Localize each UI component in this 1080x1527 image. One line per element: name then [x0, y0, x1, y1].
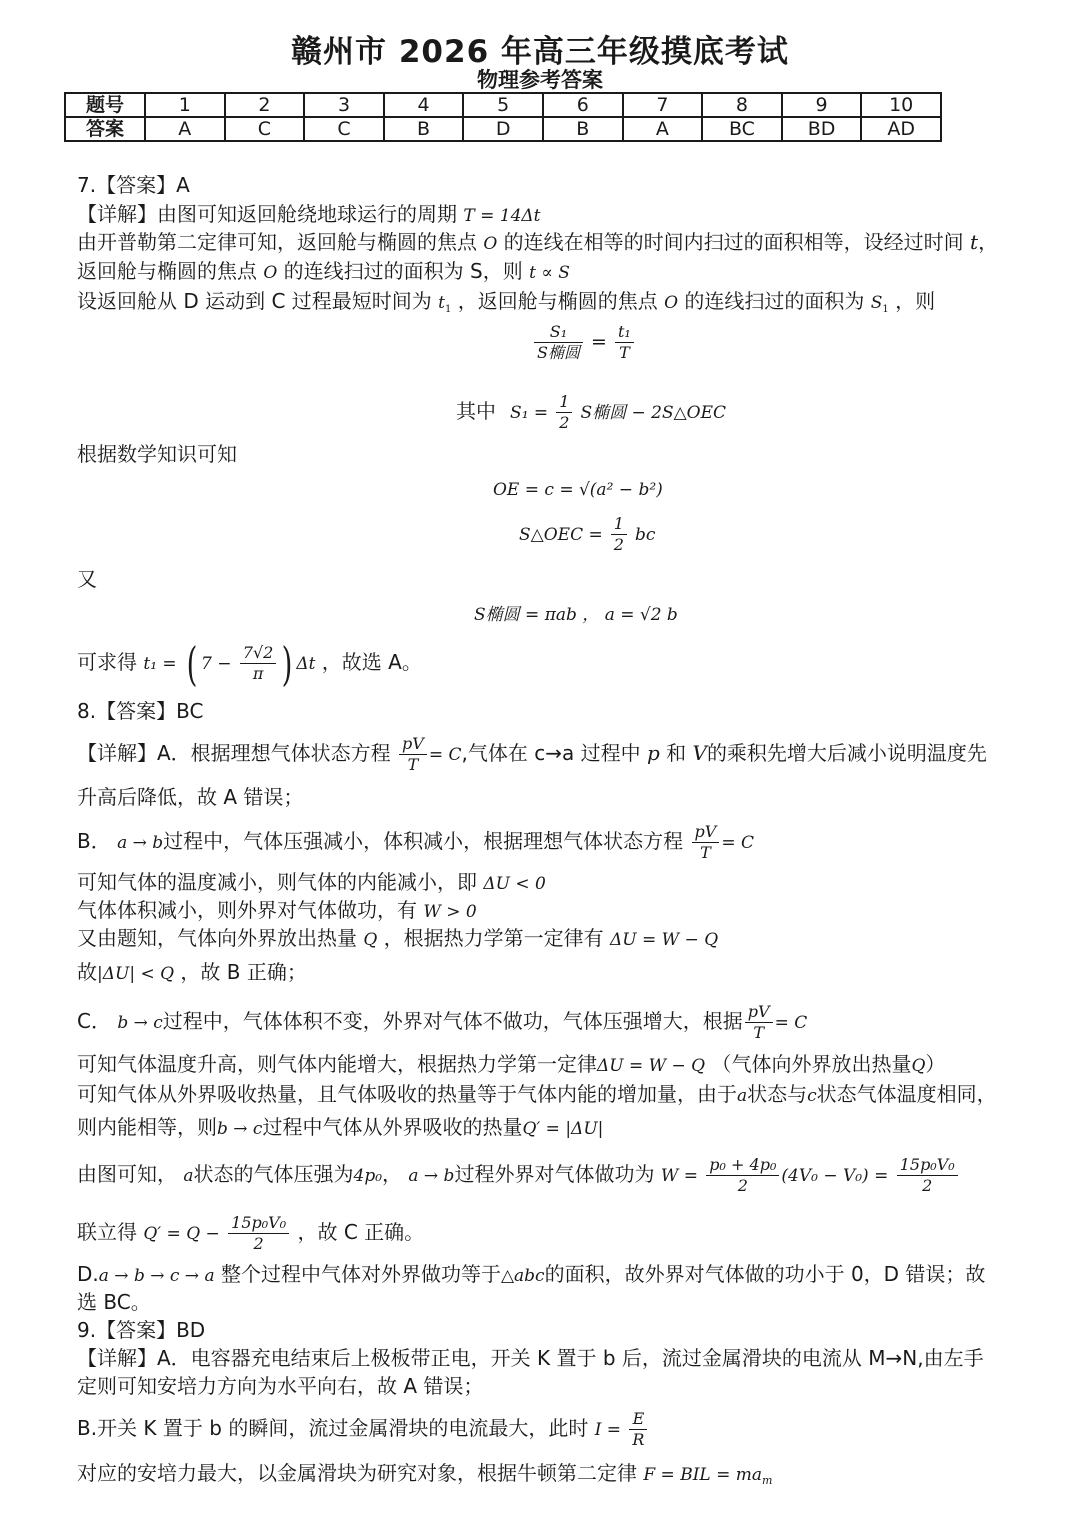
text: ，	[382, 1162, 403, 1186]
text: 可知气体温度升高，则气体内能增大，根据热力学第一定律	[77, 1052, 597, 1076]
q8-c-line6	[77, 1208, 424, 1258]
text: ，故 B 正确；	[180, 960, 307, 984]
row-label-answer: 答案	[65, 117, 145, 141]
symbol-V: V	[692, 741, 707, 765]
table-cell: 9	[782, 93, 862, 117]
text: 的连线扫过的面积为 S，则	[283, 259, 523, 283]
text: 状态气体温度相同，	[816, 1082, 997, 1106]
text: 过程中，气体压强减小，体积减小，根据理想气体状态方程	[163, 829, 684, 853]
table-cell: 7	[623, 93, 703, 117]
text: 状态的气体压强为	[193, 1162, 354, 1186]
text: 的面积，故外界对气体做的功小于 0，D 错误；故	[544, 1262, 986, 1286]
formula-process: a → b	[408, 1166, 455, 1186]
formula: ΔU < 0	[483, 874, 546, 894]
formula: Q′ = |ΔU|	[522, 1119, 604, 1139]
formula-part: bc	[635, 525, 656, 545]
q9-a-line1: 【详解】A．电容器充电结束后上极板带正电，开关 K 置于 b 后，流过金属滑块的电流从 M→N,由左手	[77, 1346, 984, 1370]
text: 状态与	[747, 1082, 808, 1106]
table-cell: 4	[384, 93, 464, 117]
text: ，根据热力学第一定律有	[383, 926, 604, 950]
table-cell: A	[145, 117, 225, 141]
fraction	[534, 322, 583, 363]
denominator: 2	[737, 1176, 748, 1195]
q7-detail-line	[77, 201, 541, 229]
text: 过程中气体从外界吸收的热量	[262, 1115, 523, 1139]
formula-part: = C	[721, 833, 754, 853]
formula-process: a → b	[117, 833, 164, 853]
text: ，故选 A。	[321, 650, 422, 674]
formula-part: 7 −	[200, 654, 232, 674]
right-paren: )	[281, 636, 293, 691]
q9-a-line2: 定则可知安培力方向为水平向右，故 A 错误；	[77, 1374, 484, 1398]
text: ，故 C 正确。	[297, 1220, 425, 1244]
q7-equation-ellipse	[474, 600, 678, 625]
q8-b-line4	[77, 925, 718, 953]
text: 可知气体从外界吸收热量，且气体吸收的热量等于气体内能的增加量，由于	[77, 1082, 737, 1106]
table-cell: 6	[543, 93, 623, 117]
formula-dt: Δt	[296, 654, 316, 674]
symbol-S1: $S_1$	[870, 293, 889, 315]
q8-heading: 8.【答案】BC	[77, 699, 204, 723]
symbol-O: O	[664, 293, 679, 313]
denominator: 2	[613, 535, 624, 554]
row-label-number: 题号	[65, 93, 145, 117]
text: 和	[666, 741, 687, 765]
text: ，	[978, 230, 999, 254]
q9-b-line1	[77, 1404, 649, 1454]
q7-equation-oe	[493, 478, 663, 500]
formula-part: S椭圆 − 2S△OEC	[580, 403, 727, 423]
denominator: π	[252, 664, 264, 683]
formula-process: b → c	[217, 1119, 263, 1139]
denominator: 2	[253, 1234, 264, 1253]
symbol-t: t	[438, 293, 445, 313]
formula-work: W =	[660, 1166, 698, 1186]
text: ）	[925, 1052, 946, 1076]
q7-area-line	[77, 258, 570, 286]
formula: W > 0	[423, 902, 477, 922]
q8-d-line1	[77, 1261, 985, 1289]
q8-b-line3	[77, 897, 477, 925]
symbol-S: S	[870, 293, 883, 313]
symbol-c: c	[807, 1086, 817, 1106]
table-cell: A	[623, 117, 703, 141]
text: 过程外界对气体做功为	[454, 1162, 655, 1186]
numerator: 15p₀V₀	[228, 1213, 289, 1234]
numerator: S₁	[534, 322, 583, 343]
table-cell: 8	[702, 93, 782, 117]
q7-time-line	[77, 288, 935, 323]
text: 可知气体的温度减小，则气体的内能减小，即	[77, 870, 477, 894]
denominator: S椭圆	[537, 343, 580, 362]
numerator: E	[629, 1409, 647, 1430]
table-cell: 2	[225, 93, 305, 117]
symbol-p: p	[646, 741, 660, 765]
q7-equation-triangle	[519, 514, 655, 555]
label-qizhong: 其中	[456, 399, 496, 423]
fraction	[240, 643, 277, 684]
text: 【详解】A．根据理想气体状态方程	[77, 741, 391, 765]
text: D.	[77, 1262, 99, 1286]
denominator: T	[700, 843, 711, 862]
fraction	[706, 1155, 779, 1196]
fraction	[745, 1002, 773, 1043]
fraction-half	[556, 392, 572, 433]
fraction	[629, 1409, 647, 1450]
symbol-Q: Q	[911, 1056, 926, 1076]
q9-b-line2	[77, 1460, 772, 1494]
q9-heading: 9.【答案】BD	[77, 1318, 206, 1342]
q8-c-line1	[77, 998, 807, 1046]
text: ，返回舱与椭圆的焦点	[457, 289, 658, 313]
fraction	[897, 1155, 958, 1196]
symbol-O: O	[483, 234, 498, 254]
table-cell: B	[384, 117, 464, 141]
formula-ellipse: S椭圆 = πab ， a = √2 b	[474, 605, 678, 625]
q8-c-line3	[77, 1081, 997, 1109]
table-cell: C	[304, 117, 384, 141]
formula-oe: OE = c = √(a² − b²)	[493, 480, 663, 500]
table-cell: BC	[702, 117, 782, 141]
text: ，则	[895, 289, 936, 313]
text: 由开普勒第二定律可知，返回舱与椭圆的焦点	[77, 230, 477, 254]
table-cell: 1	[145, 93, 225, 117]
page-title: 赣州市 2026 年高三年级摸底考试	[291, 34, 789, 70]
table-cell: BD	[782, 117, 862, 141]
text: 联立得	[77, 1220, 137, 1244]
text: 的连线扫过的面积为	[684, 289, 865, 313]
formula-part: = C	[774, 1013, 808, 1033]
symbol-O: O	[263, 263, 278, 283]
denominator: 2	[922, 1176, 933, 1195]
q7-equation-area	[456, 392, 726, 433]
q8-d-line2: 选 BC。	[77, 1290, 151, 1314]
fraction	[615, 322, 634, 363]
denominator: 2	[559, 413, 570, 432]
text: （气体向外界放出热量	[711, 1052, 912, 1076]
text: 则内能相等，则	[77, 1115, 217, 1139]
table-cell: 3	[304, 93, 384, 117]
symbol-Q: Q	[363, 930, 378, 950]
formula-pressure: 4p₀	[353, 1166, 383, 1186]
text: ,气体在 c→a 过程中	[461, 741, 641, 765]
text: 过程中，气体体积不变，外界对气体不做功，气体压强增大，根据	[162, 1009, 743, 1033]
q7-detail-text: 【详解】由图可知返回舱绕地球运行的周期	[77, 202, 457, 226]
numerator: 1	[611, 514, 627, 535]
numerator: 1	[556, 392, 572, 413]
formula-newton: F = BIL = $ma_m$	[643, 1465, 773, 1487]
denominator: T	[407, 755, 419, 774]
text: 对应的安培力最大，以金属滑块为研究对象，根据牛顿第二定律	[77, 1461, 637, 1485]
text: 气体体积减小，则外界对气体做功，有	[77, 898, 417, 922]
formula-part: = C	[428, 745, 462, 765]
q8-c-line5	[77, 1150, 960, 1200]
text: 的乘积先增大后减小说明温度先	[706, 741, 987, 765]
text: B.开关 K 置于 b 的瞬间，流过金属滑块的电流最大，此时	[77, 1416, 589, 1440]
table-row-answers	[65, 117, 941, 141]
text: 返回舱与椭圆的焦点	[77, 259, 257, 283]
text: 故	[77, 960, 97, 984]
q7-also: 又	[77, 567, 97, 591]
left-paren: (	[186, 636, 198, 691]
numerator: t₁	[615, 322, 634, 343]
text: 又由题知，气体向外界放出热量	[77, 926, 357, 950]
table-row-numbers	[65, 93, 941, 117]
q8-a-line2: 升高后降低，故 A 错误；	[77, 785, 304, 809]
numerator: pV	[692, 822, 720, 843]
q7-kepler-line	[77, 229, 998, 257]
table-cell: AD	[861, 117, 941, 141]
text: 整个过程中气体对外界做功等于	[220, 1262, 501, 1286]
table-cell: 5	[463, 93, 543, 117]
q7-heading: 7.【答案】A	[77, 173, 190, 197]
q7-period-formula: T = 14Δt	[463, 206, 541, 226]
table-cell: C	[225, 117, 305, 141]
formula: Q′ = Q −	[143, 1224, 220, 1244]
answer-table	[64, 92, 942, 142]
formula-triangle: △abc	[500, 1266, 545, 1286]
denominator: T	[619, 343, 630, 362]
formula-part: S₁ =	[510, 403, 549, 423]
formula: ΔU = W − Q	[610, 930, 719, 950]
table-cell: B	[543, 117, 623, 141]
text: C．	[77, 1009, 111, 1033]
formula-current: I =	[594, 1420, 622, 1440]
symbol-a: a	[183, 1166, 194, 1186]
text: 的连线在相等的时间内扫过的面积相等，设经过时间	[503, 230, 964, 254]
table-cell: 10	[861, 93, 941, 117]
formula-part: (4V₀ − V₀) =	[781, 1166, 889, 1186]
denominator: T	[753, 1023, 765, 1042]
formula: ΔU = W − Q	[597, 1056, 706, 1076]
numerator: 15p₀V₀	[897, 1155, 958, 1176]
table-cell: D	[463, 117, 543, 141]
formula-cycle: a → b → c → a	[98, 1266, 215, 1286]
numerator: p₀ + 4p₀	[706, 1155, 779, 1176]
formula-process: b → c	[117, 1013, 163, 1033]
numerator: pV	[399, 734, 427, 755]
q8-c-line4	[77, 1114, 603, 1142]
q7-result-line	[77, 636, 422, 690]
fraction	[399, 734, 427, 775]
q7-equation-ratio: $\frac{\text{S₁}}{\text{S椭圆}}$ = $\frac{\text{t₁}}{T}$	[532, 322, 636, 363]
formula: F = BIL = ma	[643, 1465, 763, 1485]
symbol-t1: $t_1$	[438, 293, 452, 315]
numerator: 7√2	[240, 643, 277, 664]
text: 由图可知，	[77, 1162, 177, 1186]
q7-math-knowledge: 根据数学知识可知	[77, 442, 237, 466]
q8-a-line	[77, 730, 987, 778]
page-subtitle: 物理参考答案	[477, 68, 603, 92]
denominator: R	[632, 1430, 645, 1449]
q8-b-line5	[77, 959, 307, 987]
q8-b-line1	[77, 818, 754, 866]
text: 设返回舱从 D 运动到 C 过程最短时间为	[77, 289, 432, 313]
fraction	[228, 1213, 289, 1254]
numerator: pV	[745, 1002, 773, 1023]
text: 可求得	[77, 650, 137, 674]
symbol-t: t	[970, 230, 979, 254]
symbol-a: a	[737, 1086, 748, 1106]
fraction	[692, 822, 720, 863]
formula-part: S△OEC =	[519, 525, 603, 545]
q8-b-line2	[77, 869, 546, 897]
fraction-half	[611, 514, 627, 555]
q8-c-line2	[77, 1051, 945, 1079]
text: B．	[77, 829, 111, 853]
formula-t1: t₁ =	[143, 654, 177, 674]
formula-proportional: t ∝ S	[529, 263, 570, 283]
formula: |ΔU| < Q	[97, 964, 175, 984]
